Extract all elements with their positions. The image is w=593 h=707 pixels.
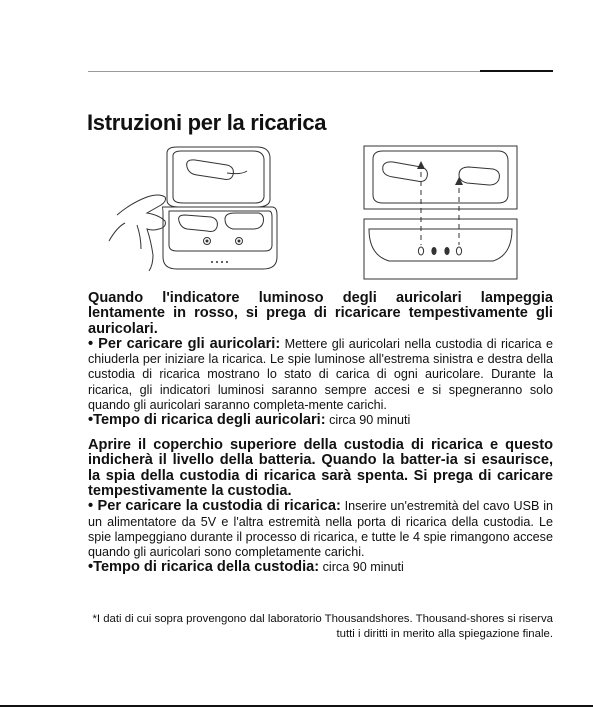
case-time-value: circa 90 minuti <box>319 560 404 575</box>
earbuds-section-heading: Quando l'indicatore luminoso degli auricolari lampeggia lentamente in rosso, si prega di ricaricare tempestivamente gli auricolari. <box>88 290 553 337</box>
header-rule-accent <box>480 70 553 72</box>
case-section-heading: Aprire il coperchio superiore della custodia di ricarica e questo indicherà il livello della batteria. Quando la batter-ia si esaurisce, la spia della custodia di ricarica sarà spenta. Si prega di caricare tempestivamente la custodia. <box>88 437 553 499</box>
earbuds-charge-time <box>88 413 553 428</box>
earbuds-time-label: •Tempo di ricarica degli auricolari: <box>88 411 326 428</box>
footnote: *I dati di cui sopra provengono dal laboratorio Thousandshores. Thousand-shores si riserva tutti i diritti in merito alla spiegazione finale. <box>92 613 553 640</box>
earbuds-charge-instructions <box>88 337 553 413</box>
case-charge-time <box>88 560 553 575</box>
earbuds-time-value: circa 90 minuti <box>325 412 411 427</box>
case-time-label: •Tempo di ricarica della custodia: <box>88 559 320 576</box>
earbuds-case-hand-illustration <box>107 145 282 275</box>
earbuds-charge-label: • Per caricare gli auricolari: <box>88 335 281 352</box>
earbuds-charge-text: Mettere gli auricolari nella custodia di ricarica e chiuderla per iniziare la ricarica. Le spie luminose all'estrema sinistra e destra della custodia di ricarica mostrano lo stato di carica di ogni auricolare. Durante la ricarica, gli indicatori luminosi saranno sempre accesi e si spegneranno solo quando gli auricolari saranno completa-mente carichi. <box>88 336 554 412</box>
indicator-lights-illustration <box>363 145 518 280</box>
instructions-body <box>88 291 553 575</box>
case-charge-instructions <box>88 499 553 560</box>
header-rule <box>88 71 480 72</box>
case-charge-label: • Per caricare la custodia di ricarica: <box>88 498 341 515</box>
case-charge-text: Inserire un'estremità del cavo USB in un alimentatore da 5V e l'altra estremità nella porta di ricarica della custodia. Le spie lampeggiano durante il processo di ricarica, e tutte le 4 spie rimangono accese quando gli auricolari sono completamente carichi. <box>88 499 554 559</box>
page-title: Istruzioni per la ricarica <box>87 110 327 135</box>
